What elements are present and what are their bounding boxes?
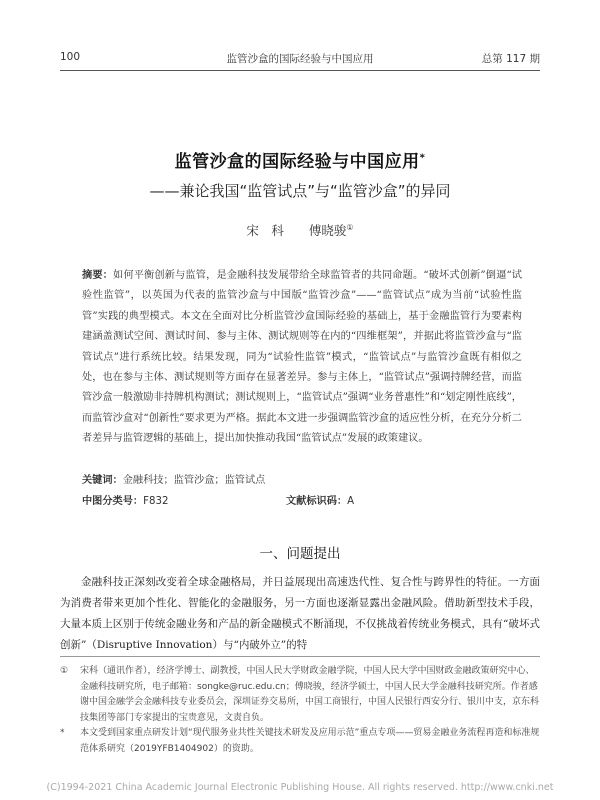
classification-label: 中图分类号：: [82, 496, 144, 507]
footnote-2-text: 本文受到国家重点研发计划“现代服务业共性关键技术研发及应用示范”重点专项——贸易金融业务流程再造和标准规范体系研究（2019YFB1404902）的资助。: [80, 728, 540, 754]
header-rule: [60, 70, 540, 71]
document-code-value: A: [347, 496, 355, 507]
footnote-2: [60, 726, 540, 757]
abstract-text: 如何平衡创新与监管，是金融科技发展带给全球监管者的共同命题。“破坏式创新”倒逼“试验性监管”，以英国为代表的监管沙盒与中国版“监管沙盒”——“监管试点”成为当前“试验性监管”实践的典型模式。本文在全面对比分析监管沙盒国际经验的基础上，基于金融监管行为要素构建涵盖测试空间、测试时间、参与主体、测试规则等在内的“四维框架”，并据此将监管沙盒与“监管试点”进行系统比较。结果发现，同为“试验性监管”模式，“监管试点”与监管沙盒既有相似之处，也在参与主体、测试规则等方面存在显著差异。参与主体上，“监管试点”强调持牌经营，而监管沙盒一般激励非持牌机构测试；测试规则上，“监管试点”强调“业务普惠性”和“划定刚性底线”，而监管沙盒对“创新性”要求更为严格。据此本文进一步强调监管沙盒的适应性分析，在充分分析二者差异与监管逻辑的基础上，提出加快推动我国“监管试点”发展的政策建议。: [82, 270, 522, 445]
body-paragraph: 金融科技正深刻改变着全球金融格局，并日益展现出高速迭代性、复合性与跨界性的特征。一方面为消费者带来更加个性化、智能化的金融服务，另一方面也逐渐显露出金融风险。借助新型技术手段，大量本质上区别于传统金融业务和产品的新金融模式不断涌现，不仅挑战着传统业务模式，具有“破坏式创新”（Disruptive Innovation）与“内破外立”的特: [60, 576, 540, 651]
footnote-1-marker: ①: [60, 666, 69, 676]
article-subtitle: ——兼论我国“监管试点”与“监管沙盒”的异同: [149, 182, 451, 200]
author-names: 宋 科 傅晓骏: [246, 223, 347, 238]
keywords-label: 关键词：: [82, 475, 123, 486]
document-code-label: 文献标识码：: [286, 496, 348, 507]
title-footnote-marker[interactable]: *: [419, 152, 426, 164]
copyright-footer: (C)1994-2021 China Academic Journal Electronic Publishing House. All rights reserved. http://www.cnki.net: [46, 782, 554, 793]
footnote-rule: [60, 656, 540, 657]
classification-number: [82, 492, 168, 507]
abstract: [82, 266, 522, 450]
footnote-1-text: 宋科（通讯作者），经济学博士、副教授，中国人民大学财政金融学院，中国人民大学中国财政金融政策研究中心、金融科技研究所，电子邮箱：songke@ruc.edu.cn；傅晓骏，经济学硕士，中国人民大学金融科技研究所。作者感谢中国金融学会金融科技专业委员会，深圳证券交易所，中国工商银行，中国人民银行西安分行、银川中支，京东科技集团等部门专家提出的宝贵意见，文责自负。: [80, 666, 540, 723]
classification-value: F832: [143, 496, 169, 507]
issue-number: 总第 117 期: [481, 53, 540, 65]
running-header: [60, 51, 540, 69]
author-footnote-marker[interactable]: ①: [346, 222, 354, 232]
keywords-text: 金融科技；监管沙盒；监管试点: [122, 475, 266, 486]
document-code: [286, 492, 354, 507]
author-line: [0, 221, 600, 239]
abstract-label: 摘要：: [82, 270, 114, 281]
page-number: 100: [60, 51, 81, 63]
keywords: [82, 471, 522, 486]
article-title: [0, 147, 600, 172]
footnote-2-marker: *: [60, 728, 65, 738]
running-title: 监管沙盒的国际经验与中国应用: [226, 53, 374, 65]
section-heading: 一、问题提出: [259, 546, 341, 562]
title-text: 监管沙盒的国际经验与中国应用: [174, 152, 420, 172]
footnote-1: [60, 664, 540, 726]
